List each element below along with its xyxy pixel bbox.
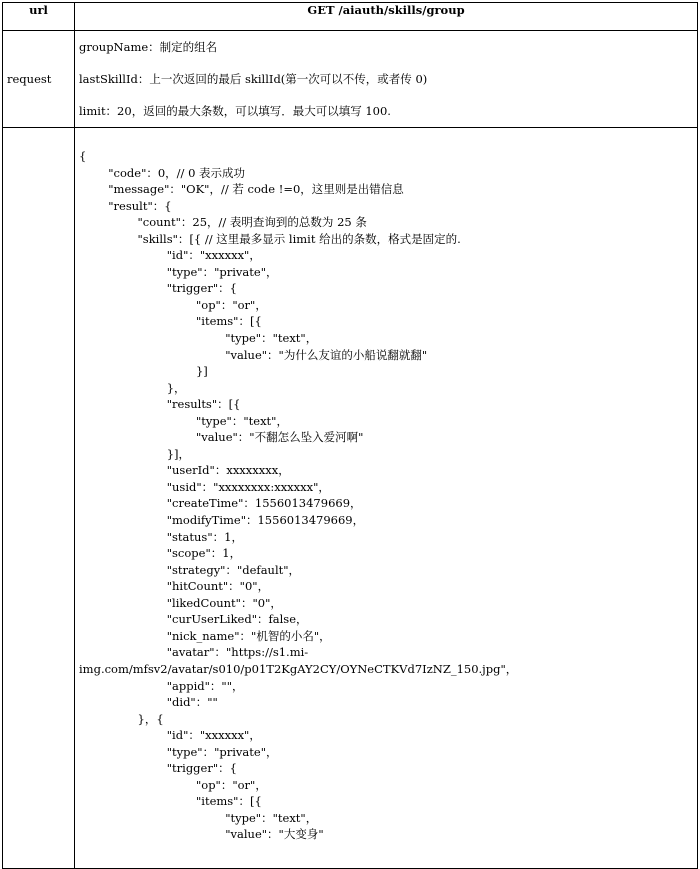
code-line: }， <box>79 380 186 395</box>
code-line: }，{ <box>79 711 164 726</box>
response-label <box>3 128 75 869</box>
param-groupname: groupName：制定的组名 <box>79 40 218 54</box>
code-line: "modifyTime"：1556013479669， <box>79 513 365 528</box>
api-doc-table <box>2 2 698 869</box>
code-line: "userId"：xxxxxxxx， <box>79 463 290 478</box>
code-line: "hitCount"："0"， <box>79 579 270 594</box>
code-line: img.com/mfsv2/avatar/s010/p01T2KgAY2CY/OYNeCTKVd7IzNZ_150.jpg"， <box>79 661 518 676</box>
param-lastskillid: lastSkillId：上一次返回的最后 skillId(第一次可以不传，或者传 0) <box>79 72 428 86</box>
code-line: "skills"：[{ // 这里最多显示 limit 给出的条数，格式是固定的. <box>79 231 461 246</box>
code-line: "count"：25，// 表明查询到的总数为 25 条 <box>79 215 367 230</box>
code-line: "strategy"："default"， <box>79 562 301 577</box>
header-url-label: url <box>3 3 75 31</box>
code-line: "createTime"：1556013479669， <box>79 496 362 511</box>
code-line: }] <box>79 364 208 379</box>
code-line: "id"："xxxxxx"， <box>79 728 261 743</box>
code-line: "id"："xxxxxx"， <box>79 248 261 263</box>
request-params <box>75 31 698 128</box>
code-line: }]， <box>79 446 191 461</box>
code-line: "appid"：""， <box>79 678 244 693</box>
response-code-block <box>79 148 697 843</box>
param-limit: limit：20，返回的最大条数，可以填写．最大可以填写 100. <box>79 104 391 118</box>
code-line: "trigger"：{ <box>79 761 237 776</box>
code-line: "type"："private"， <box>79 744 278 759</box>
code-line: "code"：0，// 0 表示成功 <box>79 165 246 180</box>
response-row <box>3 128 698 869</box>
code-line: "results"：[{ <box>79 397 241 412</box>
code-line: "likedCount"："0"， <box>79 595 282 610</box>
code-line: "type"："private"， <box>79 264 278 279</box>
code-line: "type"："text"， <box>79 810 318 825</box>
code-line: "message"："OK"，// 若 code !=0，这里则是出错信息 <box>79 182 404 197</box>
code-line: "trigger"：{ <box>79 281 237 296</box>
header-row <box>3 3 698 31</box>
code-line: "curUserLiked"：false， <box>79 612 308 627</box>
code-line: "value"："为什么友谊的小船说翻就翻" <box>79 347 428 362</box>
code-line: "nick_name"："机智的小名"， <box>79 628 331 643</box>
code-line: "op"："or"， <box>79 777 267 792</box>
code-line: "items"：[{ <box>79 314 262 329</box>
code-line: "result"：{ <box>79 198 172 213</box>
code-line: "status"：1， <box>79 529 243 544</box>
code-line: { <box>79 149 87 163</box>
code-line: "avatar"："https://s1.mi- <box>79 645 309 660</box>
header-endpoint: GET /aiauth/skills/group <box>75 3 698 31</box>
code-line: "items"：[{ <box>79 794 262 809</box>
request-row <box>3 31 698 128</box>
code-line: "usid"："xxxxxxxx:xxxxxx"， <box>79 479 330 494</box>
response-body <box>75 128 698 869</box>
request-label: request <box>3 31 75 128</box>
code-line: "type"："text"， <box>79 331 318 346</box>
code-line: "did"："" <box>79 695 218 710</box>
code-line: "value"："大变身" <box>79 827 324 842</box>
code-line: "value"："不翻怎么坠入爱河啊" <box>79 430 364 445</box>
code-line: "type"："text"， <box>79 413 288 428</box>
code-line: "scope"：1， <box>79 546 242 561</box>
code-line: "op"："or"， <box>79 297 267 312</box>
